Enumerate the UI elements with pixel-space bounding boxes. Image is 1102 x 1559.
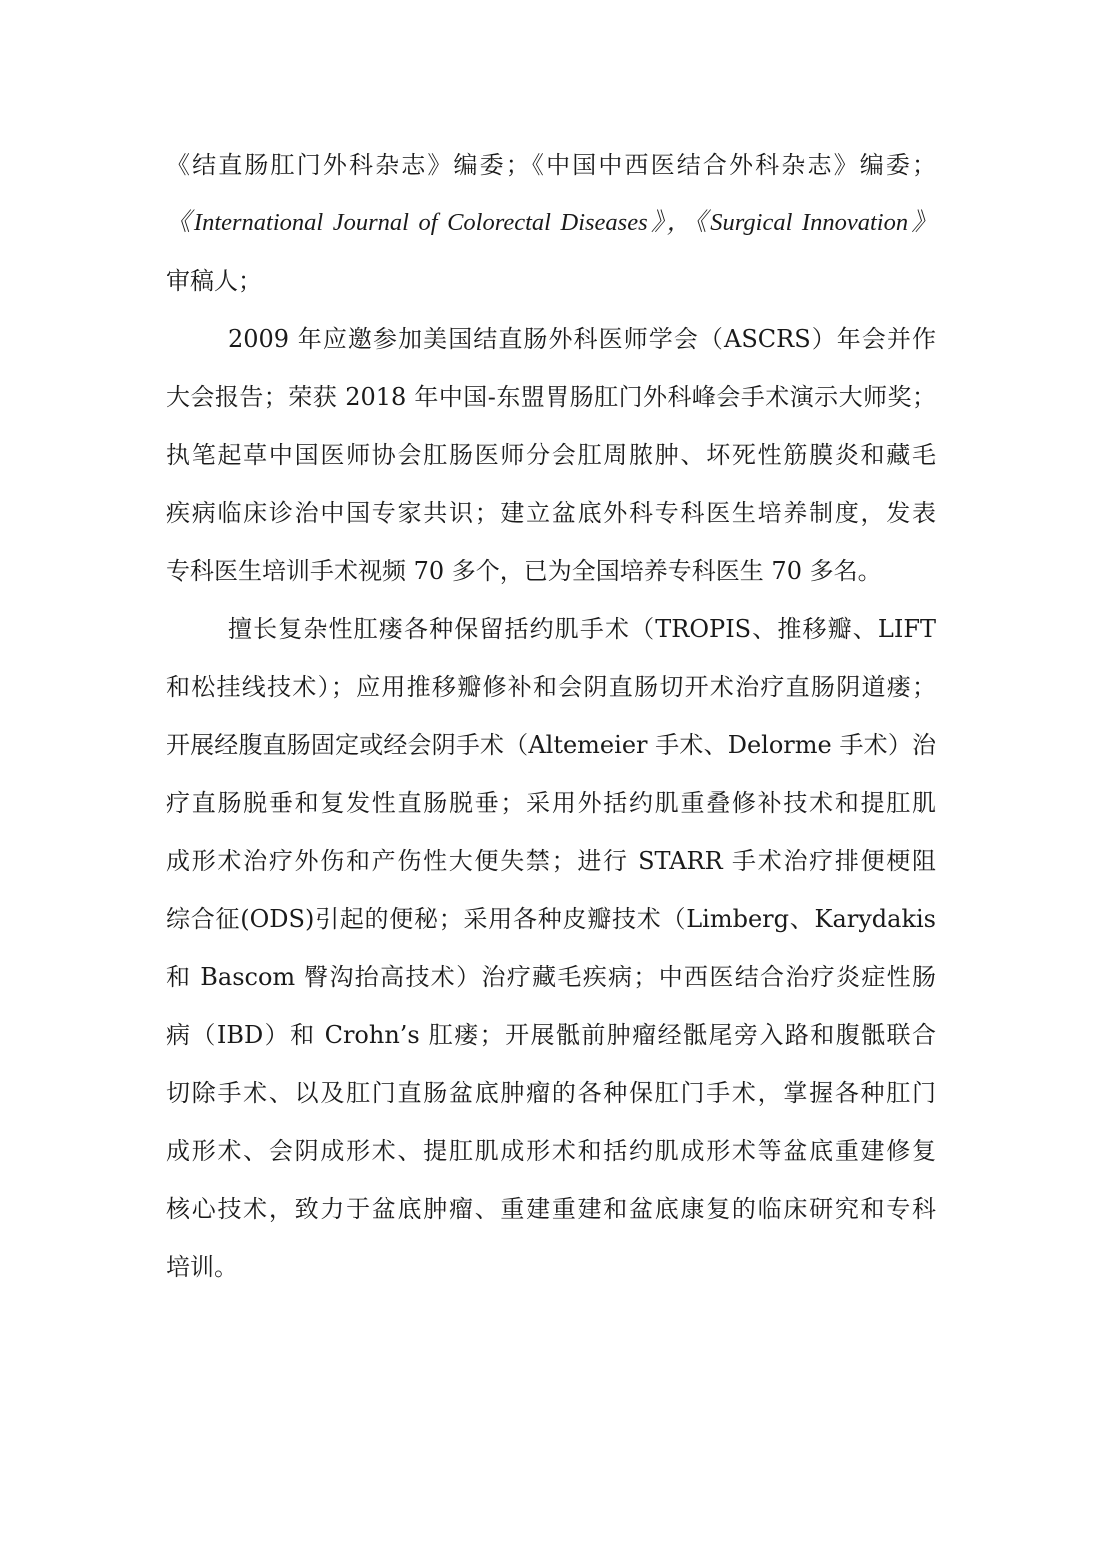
text-line: 《结直肠肛门外科杂志》编委；《中国中西医结合外科杂志》编委； [166,151,936,179]
text-line: 执笔起草中国医师协会肛肠医师分会肛周脓肿、坏死性筋膜炎和藏毛 [166,441,936,469]
text-line: 疗直肠脱垂和复发性直肠脱垂；采用外括约肌重叠修补技术和提肛肌 [166,789,936,817]
text-line: 2009 年应邀参加美国结直肠外科医师学会（ASCRS）年会并作 [228,325,936,353]
paragraph-expertise [166,600,936,1296]
text-line: 成形术、会阴成形术、提肛肌成形术和括约肌成形术等盆底重建修复 [166,1137,936,1165]
text-line-journal-titles: 《International Journal of Colorectal Diseases》，《Surgical Innovation》 [166,209,936,236]
paragraph-editorial-roles [166,136,936,310]
text-line: 和 Bascom 臀沟抬高技术）治疗藏毛疾病；中西医结合治疗炎症性肠 [166,963,936,991]
text-line: 开展经腹直肠固定或经会阴手术（Altemeier 手术、Delorme 手术）治 [166,731,936,759]
text-line: 疾病临床诊治中国专家共识；建立盆底外科专科医生培养制度，发表 [166,499,936,527]
text-line: 成形术治疗外伤和产伤性大便失禁；进行 STARR 手术治疗排便梗阻 [166,847,936,875]
document-page [166,136,936,1296]
text-line: 大会报告；荣获 2018 年中国-东盟胃肠肛门外科峰会手术演示大师奖； [166,383,936,411]
paragraph-achievements [166,310,936,600]
text-line: 综合征(ODS)引起的便秘；采用各种皮瓣技术（Limberg、Karydakis [166,905,936,933]
text-line: 擅长复杂性肛瘘各种保留括约肌手术（TROPIS、推移瓣、LIFT [228,615,936,643]
text-line: 切除手术、以及肛门直肠盆底肿瘤的各种保肛门手术，掌握各种肛门 [166,1079,936,1107]
text-line: 培训。 [166,1253,238,1281]
text-line: 和松挂线技术）；应用推移瓣修补和会阴直肠切开术治疗直肠阴道瘘； [166,673,936,701]
text-line: 病（IBD）和 Crohn’s 肛瘘；开展骶前肿瘤经骶尾旁入路和腹骶联合 [166,1021,936,1049]
text-line: 核心技术，致力于盆底肿瘤、重建重建和盆底康复的临床研究和专科 [166,1195,936,1223]
text-line: 专科医生培训手术视频 70 多个，已为全国培养专科医生 70 多名。 [166,557,882,585]
text-line: 审稿人； [166,267,262,295]
